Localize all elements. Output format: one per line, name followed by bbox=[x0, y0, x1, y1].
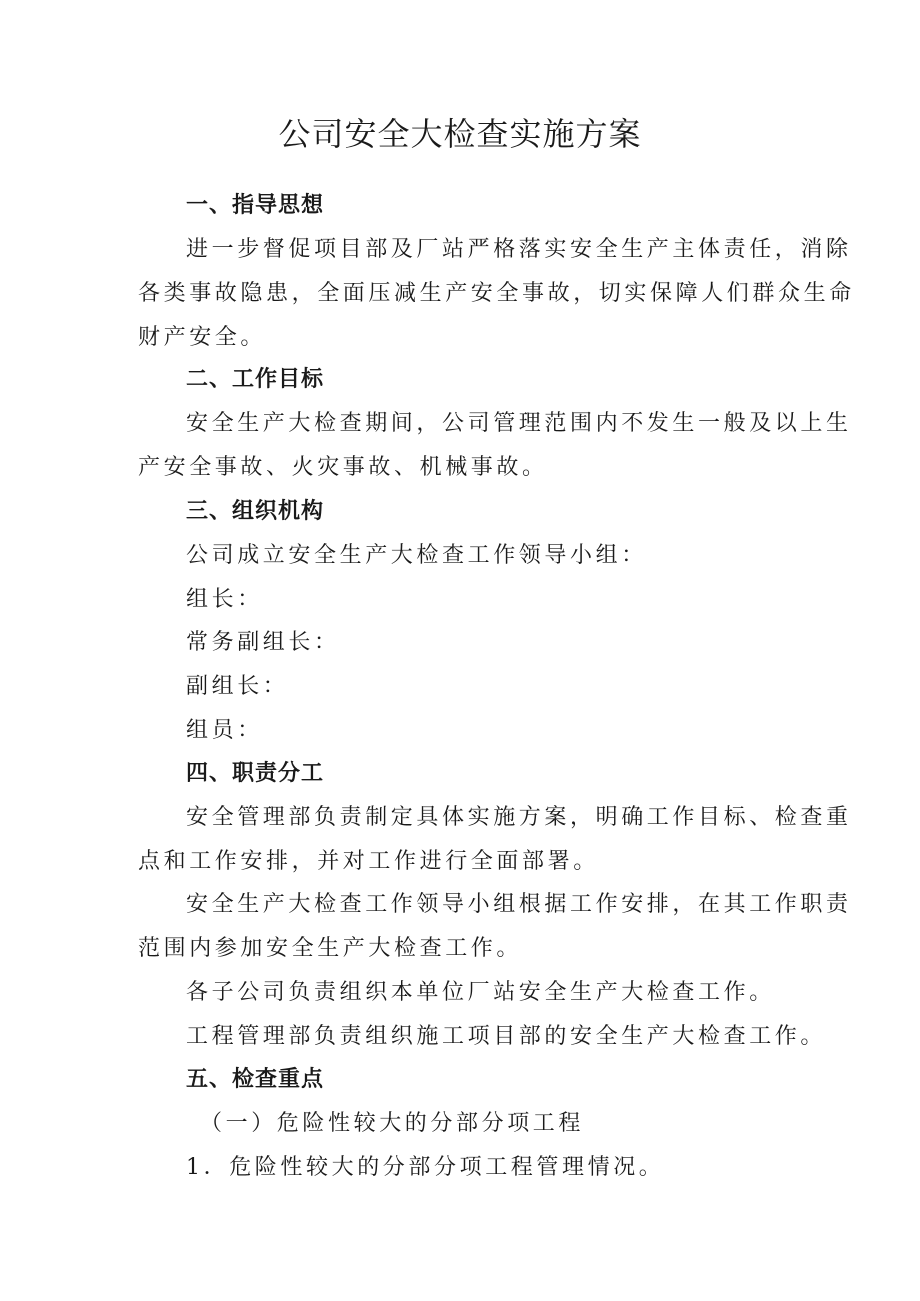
role-executive-deputy-leader: 常务副组长： bbox=[186, 630, 340, 655]
role-members: 组员： bbox=[186, 718, 263, 743]
paragraph-line: 安全生产大检查期间，公司管理范围内不发生一般及以上生 bbox=[186, 411, 852, 436]
paragraph-line: 安全生产大检查工作领导小组根据工作安排，在其工作职责 bbox=[186, 892, 852, 917]
section-heading-responsibilities: 四、职责分工 bbox=[186, 761, 325, 786]
paragraph-line: 各类事故隐患，全面压减生产安全事故，切实保障人们群众生命 bbox=[138, 281, 855, 306]
paragraph-line: 财产安全。 bbox=[138, 325, 267, 350]
list-item: 1．危险性较大的分部分项工程管理情况。 bbox=[186, 1155, 665, 1180]
organization-intro: 公司成立安全生产大检查工作领导小组： bbox=[186, 543, 647, 568]
paragraph-line: 工程管理部负责组织施工项目部的安全生产大检查工作。 bbox=[186, 1024, 827, 1049]
role-leader: 组长： bbox=[186, 587, 263, 612]
section-heading-organization: 三、组织机构 bbox=[186, 499, 325, 524]
paragraph-line: 进一步督促项目部及厂站严格落实安全生产主体责任，消除 bbox=[186, 237, 852, 262]
section-heading-work-goals: 二、工作目标 bbox=[186, 367, 325, 392]
paragraph-line: 安全管理部负责制定具体实施方案，明确工作目标、检查重 bbox=[186, 805, 852, 830]
role-deputy-leader: 副组长： bbox=[186, 674, 289, 699]
section-heading-guiding-ideology: 一、指导思想 bbox=[186, 193, 325, 218]
paragraph-line: 范围内参加安全生产大检查工作。 bbox=[138, 936, 523, 961]
document-title: 公司安全大检查实施方案 bbox=[278, 115, 642, 153]
paragraph-line: 产安全事故、火灾事故、机械事故。 bbox=[138, 455, 548, 480]
subsection-heading: （一）危险性较大的分部分项工程 bbox=[200, 1111, 585, 1136]
paragraph-line: 点和工作安排，并对工作进行全面部署。 bbox=[138, 849, 599, 874]
paragraph-line: 各子公司负责组织本单位厂站安全生产大检查工作。 bbox=[186, 980, 775, 1005]
section-heading-inspection-focus: 五、检查重点 bbox=[186, 1067, 325, 1092]
